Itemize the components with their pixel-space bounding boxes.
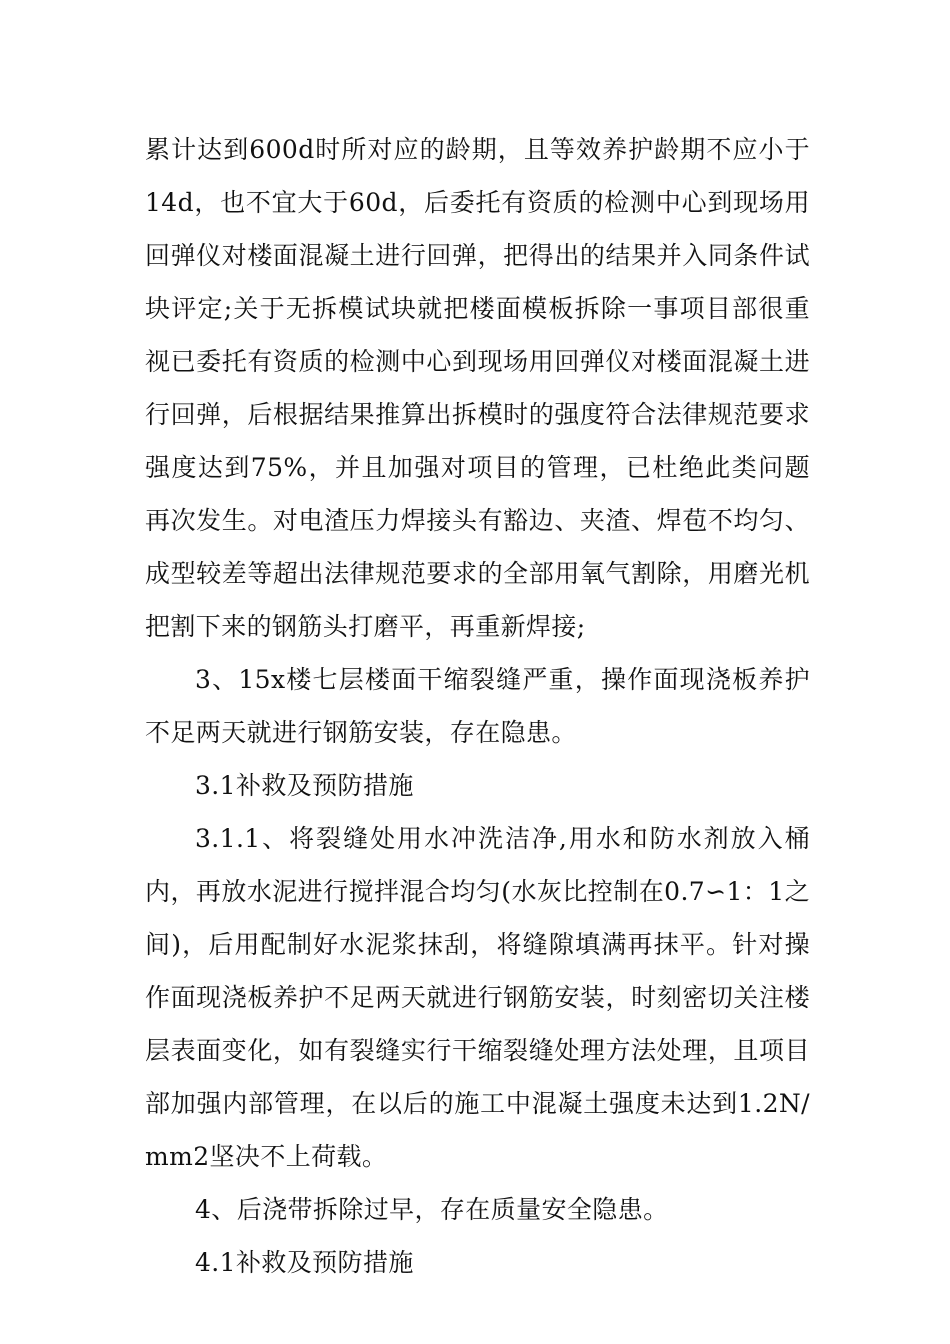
paragraph-issue-3: 3、15x楼七层楼面干缩裂缝严重，操作面现浇板养护不足两天就进行钢筋安装，存在隐患。: [145, 665, 810, 747]
paragraph-issue-4: 4、后浇带拆除过早，存在质量安全隐患。: [195, 1195, 669, 1224]
paragraph-3-1-1: 3.1.1、将裂缝处用水冲洗洁净,用水和防水剂放入桶内，再放水泥进行搅拌混合均匀(水灰比控制在0.7∽1：1之间)，后用配制好水泥浆抹刮，将缝隙填满再抹平。针对操作面现浇板养护不足两天就进行钢筋安装，时刻密切关注楼层表面变化，如有裂缝实行干缩裂缝处理方法处理，且项目部加强内部管理，在以后的施工中混凝土强度未达到1.2N/mm2坚决不上荷载。: [145, 824, 810, 1171]
heading-3-1: 3.1补救及预防措施: [195, 771, 414, 800]
paragraph-continuation: 累计达到600d时所对应的龄期，且等效养护龄期不应小于14d，也不宜大于60d，后委托有资质的检测中心到现场用回弹仪对楼面混凝土进行回弹，把得出的结果并入同条件试块评定;关于无拆模试块就把楼面模板拆除一事项目部很重视已委托有资质的检测中心到现场用回弹仪对楼面混凝土进行回弹，后根据结果推算出拆模时的强度符合法律规范要求强度达到75%，并且加强对项目的管理，已杜绝此类问题再次发生。对电渣压力焊接头有豁边、夹渣、焊苞不均匀、成型较差等超出法律规范要求的全部用氧气割除，用磨光机把割下来的钢筋头打磨平，再重新焊接;: [145, 135, 810, 641]
document-body: [145, 123, 810, 1289]
heading-4-1: 4.1补救及预防措施: [195, 1248, 414, 1277]
